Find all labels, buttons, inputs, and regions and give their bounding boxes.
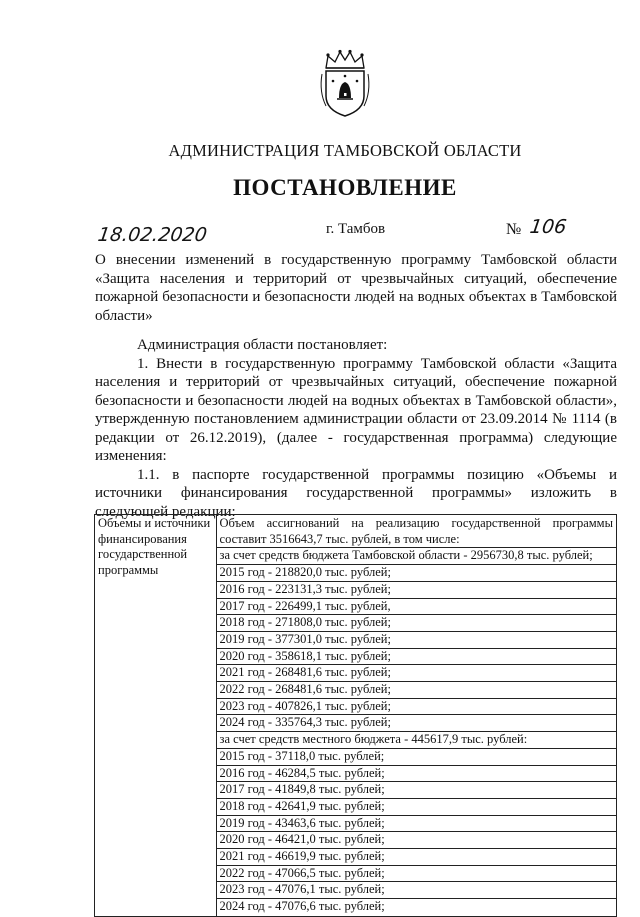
regional-year-line: 2020 год - 358618,1 тыс. рублей; <box>217 649 616 666</box>
document-type-title: ПОСТАНОВЛЕНИЕ <box>233 175 457 200</box>
regional-year-line: 2019 год - 377301,0 тыс. рублей; <box>217 632 616 649</box>
regional-year-line: 2022 год - 268481,6 тыс. рублей; <box>217 682 616 699</box>
regional-year-line: 2023 год - 407826,1 тыс. рублей; <box>217 699 616 716</box>
local-year-line: 2020 год - 46421,0 тыс. рублей; <box>217 832 616 849</box>
local-budget-heading: за счет средств местного бюджета - 445617,9 тыс. рублей: <box>217 732 616 749</box>
document-body <box>95 336 617 521</box>
handwritten-number: 106 <box>528 216 568 238</box>
local-year-line: 2019 год - 43463,6 тыс. рублей; <box>217 816 616 833</box>
regional-year-line: 2024 год - 335764,3 тыс. рублей; <box>217 715 616 732</box>
financing-intro: Объем ассигнований на реализацию государственной программы составит 3516643,7 тыс. рублей, в том числе: <box>217 516 616 548</box>
local-year-line: 2016 год - 46284,5 тыс. рублей; <box>217 766 616 783</box>
local-year-line: 2024 год - 47076,6 тыс. рублей; <box>219 899 385 914</box>
local-year-line: 2015 год - 37118,0 тыс. рублей; <box>217 749 616 766</box>
regional-budget-heading: за счет средств бюджета Тамбовской области - 2956730,8 тыс. рублей; <box>217 548 616 565</box>
table-row-header: Объемы и источники финансирования государственной программы <box>95 515 217 917</box>
organization-title: АДМИНИСТРАЦИЯ ТАМБОВСКОЙ ОБЛАСТИ <box>168 141 522 160</box>
local-year-line: 2021 год - 46619,9 тыс. рублей; <box>217 849 616 866</box>
regional-year-line: 2015 год - 218820,0 тыс. рублей; <box>217 565 616 582</box>
item-1-1: 1.1. в паспорте государственной программы позицию «Объемы и источники финансирования государственной программы» изложить в следующей редакции: <box>95 466 617 520</box>
regional-year-line: 2017 год - 226499,1 тыс. рублей, <box>217 599 616 616</box>
handwritten-date: 18.02.2020 <box>96 224 209 246</box>
financing-lines <box>220 516 613 915</box>
local-year-line: 2017 год - 41849,8 тыс. рублей; <box>217 782 616 799</box>
financing-table <box>94 514 617 917</box>
local-year-line: 2022 год - 47066,5 тыс. рублей; <box>217 866 616 883</box>
table-row <box>95 515 617 917</box>
document-subject: О внесении изменений в государственную программу Тамбовской области «Защита населения и территорий от чрезвычайных ситуаций, обеспечение пожарной безопасности и безопасности людей на водных объектах в Тамбовской области» <box>95 252 617 324</box>
regional-year-line: 2016 год - 223131,3 тыс. рублей; <box>217 582 616 599</box>
local-year-line: 2018 год - 42641,9 тыс. рублей; <box>217 799 616 816</box>
table-content-cell <box>216 515 616 917</box>
coat-of-arms-icon <box>318 48 372 118</box>
number-sign: № <box>506 221 522 238</box>
regional-year-line: 2018 год - 271808,0 тыс. рублей; <box>217 615 616 632</box>
item-1: 1. Внести в государственную программу Тамбовской области «Защита населения и территорий от чрезвычайных ситуаций, обеспечение пожарной безопасности и безопасности людей на водных объектах в Тамбовской области», утвержденную постановлением администрации области от 23.09.2014 № 1114 (в редакции от 26.12.2019), (далее - государственная программа) следующие изменения: <box>95 355 617 464</box>
regional-year-line: 2021 год - 268481,6 тыс. рублей; <box>217 665 616 682</box>
city-label: г. Тамбов <box>326 221 386 237</box>
local-year-line: 2023 год - 47076,1 тыс. рублей; <box>217 882 616 899</box>
preamble: Администрация области постановляет: <box>137 337 388 353</box>
